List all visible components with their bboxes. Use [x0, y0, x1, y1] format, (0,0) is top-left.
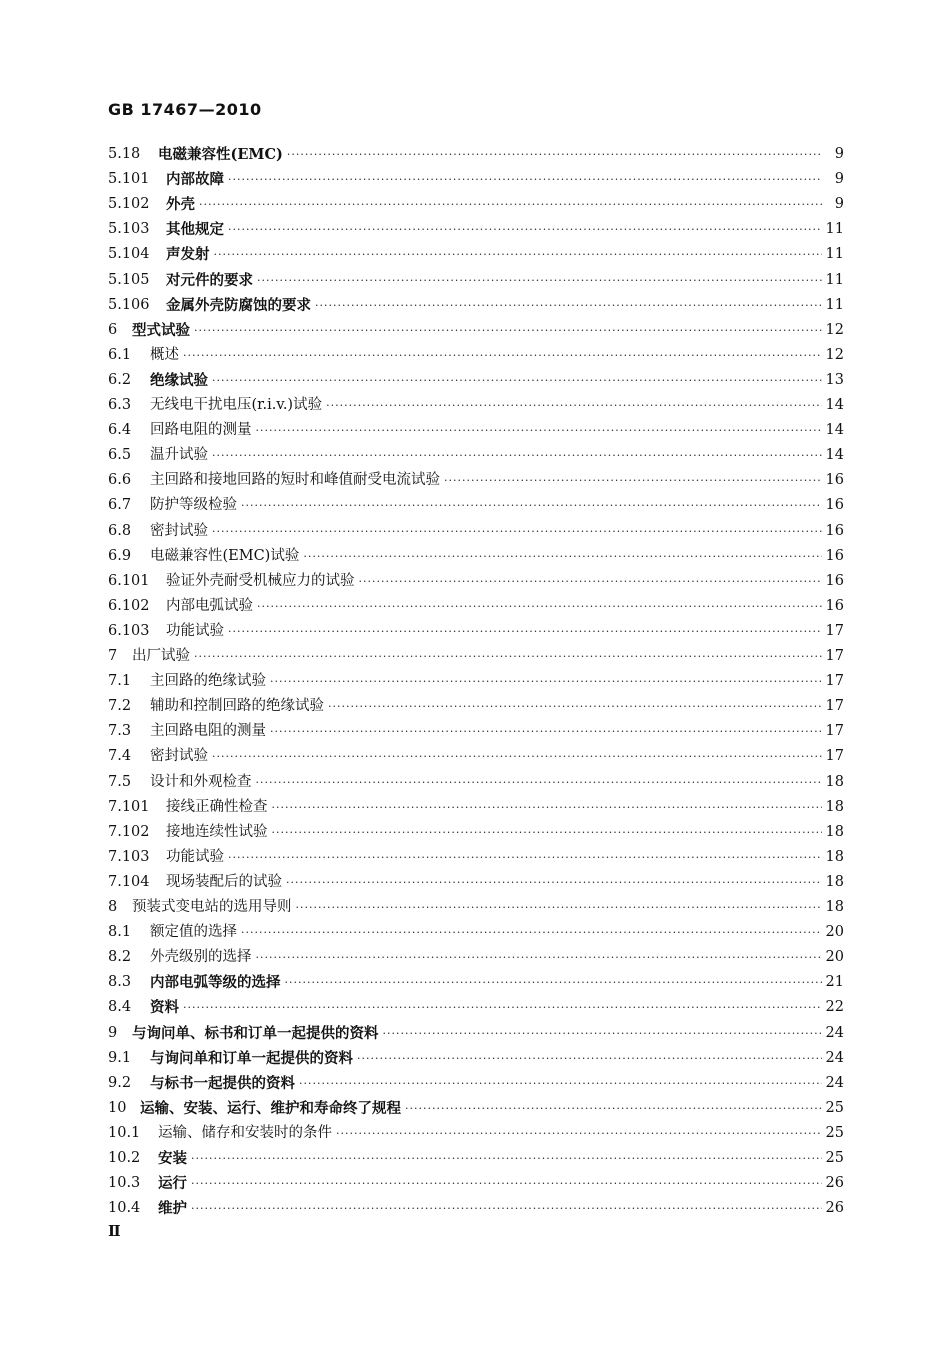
toc-entry-title: 声发射 [166, 246, 210, 264]
toc-entry-title: 运输、安装、运行、维护和寿命终了规程 [140, 1099, 401, 1117]
toc-entry-number: 8.4 [108, 999, 132, 1016]
toc-entry-title: 主回路的绝缘试验 [150, 673, 266, 690]
toc-entry-page: 17 [825, 748, 844, 765]
toc-entry[interactable] [108, 795, 844, 820]
toc-entry-title: 运输、储存和安装时的条件 [158, 1124, 332, 1141]
toc-entry[interactable] [108, 1171, 844, 1196]
toc-entry-page: 20 [825, 949, 844, 966]
toc-dot-leader [315, 293, 822, 318]
toc-entry-number: 8.1 [108, 924, 132, 941]
toc-entry[interactable] [108, 569, 844, 594]
toc-dot-leader [256, 418, 822, 443]
toc-entry-page: 18 [825, 823, 844, 840]
toc-entry-title: 其他规定 [166, 221, 224, 239]
toc-entry-page: 11 [825, 271, 844, 288]
toc-entry[interactable] [108, 468, 844, 493]
toc-entry-number: 7.1 [108, 673, 132, 690]
toc-dot-leader [383, 1021, 822, 1046]
toc-entry-page: 11 [825, 221, 844, 238]
toc-entry-page: 26 [825, 1175, 844, 1192]
toc-entry-number: 8 [108, 899, 118, 915]
toc-entry-title: 主回路电阻的测量 [150, 723, 266, 740]
toc-entry-title: 防护等级检验 [150, 497, 237, 514]
toc-entry-page: 18 [825, 773, 844, 790]
toc-dot-leader [270, 669, 822, 694]
toc-entry-title: 概述 [150, 346, 179, 363]
toc-entry-number: 5.102 [108, 196, 150, 213]
toc-entry[interactable] [108, 995, 844, 1020]
toc-entry-number: 10.1 [108, 1124, 141, 1141]
toc-entry-title: 主回路和接地回路的短时和峰值耐受电流试验 [150, 472, 440, 489]
toc-entry-page: 9 [834, 196, 844, 213]
toc-dot-leader [272, 795, 822, 820]
toc-dot-leader [256, 770, 822, 795]
toc-entry-number: 10.4 [108, 1200, 141, 1217]
toc-entry-number: 6.8 [108, 522, 132, 539]
toc-entry-number: 10.3 [108, 1175, 141, 1192]
standard-code-header: GB 17467—2010 [108, 100, 262, 119]
toc-entry-title: 回路电阻的测量 [150, 422, 252, 439]
toc-entry[interactable] [108, 318, 844, 343]
toc-dot-leader [212, 368, 822, 393]
toc-dot-leader [303, 544, 821, 569]
toc-dot-leader [256, 945, 822, 970]
toc-entry[interactable] [108, 1096, 844, 1121]
toc-entry[interactable] [108, 519, 844, 544]
toc-entry-page: 21 [825, 974, 844, 991]
toc-dot-leader [241, 493, 822, 518]
toc-entry[interactable] [108, 242, 844, 267]
toc-entry-number: 7.2 [108, 698, 132, 715]
toc-dot-leader [357, 1046, 822, 1071]
toc-entry-number: 8.3 [108, 974, 132, 991]
toc-entry-number: 6.7 [108, 497, 132, 514]
toc-entry-page: 18 [825, 798, 844, 815]
toc-entry-number: 8.2 [108, 949, 132, 966]
toc-entry-page: 25 [825, 1124, 844, 1141]
toc-dot-leader [191, 1196, 822, 1221]
toc-entry-page: 17 [825, 723, 844, 740]
toc-entry[interactable] [108, 820, 844, 845]
toc-entry-page: 9 [834, 146, 844, 162]
toc-entry-title: 电磁兼容性(EMC)试验 [150, 547, 300, 564]
toc-dot-leader [183, 995, 822, 1020]
toc-entry-title: 电磁兼容性(EMC) [158, 146, 283, 163]
toc-entry-page: 16 [825, 472, 844, 489]
toc-dot-leader [286, 870, 822, 895]
toc-entry-page: 17 [825, 698, 844, 715]
toc-entry-number: 6.2 [108, 371, 132, 388]
toc-dot-leader [272, 820, 822, 845]
toc-entry-number: 5.104 [108, 246, 150, 263]
toc-entry-page: 24 [825, 1074, 844, 1091]
toc-entry-number: 9 [108, 1024, 118, 1041]
toc-entry[interactable] [108, 343, 844, 368]
toc-entry-page: 13 [825, 371, 844, 388]
toc-entry[interactable] [108, 1071, 844, 1096]
toc-entry-number: 5.103 [108, 221, 150, 238]
toc-entry-title: 接线正确性检查 [166, 798, 268, 815]
toc-entry-number: 7.103 [108, 848, 150, 865]
toc-dot-leader [444, 468, 822, 493]
toc-entry-page: 14 [825, 447, 844, 464]
toc-dot-leader [326, 393, 821, 418]
toc-dot-leader [299, 1071, 822, 1096]
toc-entry[interactable] [108, 770, 844, 795]
toc-entry-title: 维护 [158, 1200, 187, 1218]
toc-entry-title: 温升试验 [150, 447, 208, 464]
toc-entry-number: 6.4 [108, 422, 132, 439]
toc-entry[interactable] [108, 744, 844, 769]
toc-entry-title: 接地连续性试验 [166, 823, 268, 840]
toc-entry-page: 11 [825, 296, 844, 313]
toc-entry[interactable] [108, 870, 844, 895]
toc-entry-title: 型式试验 [132, 321, 190, 339]
toc-dot-leader [296, 895, 822, 920]
toc-entry[interactable] [108, 845, 844, 870]
toc-entry-number: 6.6 [108, 472, 132, 489]
toc-entry[interactable] [108, 1196, 844, 1221]
toc-dot-leader [212, 443, 822, 468]
toc-entry[interactable] [108, 970, 844, 995]
toc-entry[interactable] [108, 669, 844, 694]
toc-entry-number: 7 [108, 648, 118, 664]
toc-entry-page: 17 [825, 648, 844, 664]
toc-entry-title: 内部故障 [166, 171, 224, 189]
toc-entry-page: 24 [825, 1024, 844, 1041]
toc-entry-page: 25 [825, 1150, 844, 1166]
toc-entry[interactable] [108, 619, 844, 644]
toc-entry[interactable] [108, 920, 844, 945]
toc-entry-page: 20 [825, 924, 844, 941]
toc-entry-page: 24 [825, 1049, 844, 1066]
toc-dot-leader [214, 242, 822, 267]
toc-entry-title: 外壳 [166, 196, 195, 214]
toc-dot-leader [199, 192, 822, 217]
toc-entry[interactable] [108, 945, 844, 970]
toc-entry[interactable] [108, 217, 844, 242]
toc-entry-title: 设计和外观检查 [150, 773, 252, 790]
toc-entry-page: 26 [825, 1200, 844, 1217]
toc-entry-title: 绝缘试验 [150, 371, 208, 389]
toc-dot-leader [359, 569, 822, 594]
toc-entry-number: 10 [108, 1099, 127, 1116]
toc-entry-number: 5.106 [108, 296, 150, 313]
toc-entry[interactable] [108, 268, 844, 293]
toc-entry-number: 7.102 [108, 823, 150, 840]
toc-entry-page: 16 [825, 522, 844, 539]
toc-entry-page: 17 [825, 673, 844, 690]
toc-entry[interactable] [108, 719, 844, 744]
toc-dot-leader [228, 167, 822, 192]
toc-dot-leader [328, 694, 822, 719]
toc-dot-leader [194, 318, 822, 343]
toc-entry[interactable] [108, 594, 844, 619]
toc-entry-title: 功能试验 [166, 848, 224, 865]
toc-entry-page: 18 [825, 899, 844, 915]
toc-dot-leader [212, 519, 822, 544]
toc-entry-page: 16 [825, 497, 844, 514]
toc-entry[interactable] [108, 142, 844, 167]
toc-dot-leader [228, 845, 822, 870]
toc-entry[interactable] [108, 895, 844, 920]
toc-entry-number: 6.5 [108, 447, 132, 464]
toc-entry-page: 12 [825, 346, 844, 363]
toc-entry-number: 10.2 [108, 1150, 141, 1166]
toc-entry-page: 18 [825, 873, 844, 890]
toc-entry-number: 6 [108, 321, 118, 338]
toc-entry-title: 资料 [150, 999, 179, 1017]
toc-entry-page: 14 [825, 397, 844, 413]
toc-entry[interactable] [108, 368, 844, 393]
toc-entry-number: 6.3 [108, 397, 132, 413]
toc-entry-number: 6.101 [108, 572, 150, 589]
toc-dot-leader [405, 1096, 822, 1121]
toc-entry-number: 7.104 [108, 873, 150, 890]
toc-entry-page: 22 [825, 999, 844, 1016]
toc-entry-number: 6.9 [108, 547, 132, 564]
toc-entry-title: 内部电弧等级的选择 [150, 974, 281, 992]
toc-entry[interactable] [108, 694, 844, 719]
toc-entry[interactable] [108, 1146, 844, 1171]
toc-entry-page: 16 [825, 547, 844, 564]
toc-dot-leader [241, 920, 822, 945]
toc-dot-leader [183, 343, 822, 368]
toc-entry-title: 出厂试验 [132, 648, 190, 664]
toc-entry[interactable] [108, 418, 844, 443]
toc-dot-leader [336, 1121, 822, 1146]
toc-entry[interactable] [108, 293, 844, 318]
toc-entry-title: 密封试验 [150, 522, 208, 539]
toc-dot-leader [257, 594, 822, 619]
toc-entry-number: 7.3 [108, 723, 132, 740]
toc-entry-number: 7.4 [108, 748, 132, 765]
toc-dot-leader [285, 970, 822, 995]
toc-entry-title: 内部电弧试验 [166, 597, 253, 614]
toc-entry-number: 9.2 [108, 1074, 132, 1091]
toc-entry-page: 17 [825, 622, 844, 639]
toc-entry-title: 外壳级别的选择 [150, 949, 252, 966]
toc-entry-page: 14 [825, 422, 844, 439]
toc-entry[interactable] [108, 192, 844, 217]
toc-dot-leader [191, 1171, 822, 1196]
toc-entry[interactable] [108, 1021, 844, 1046]
toc-entry-title: 功能试验 [166, 622, 224, 639]
toc-entry-title: 与标书一起提供的资料 [150, 1074, 295, 1092]
toc-entry[interactable] [108, 544, 844, 569]
toc-entry-page: 25 [825, 1099, 844, 1116]
toc-entry-page: 18 [825, 848, 844, 865]
toc-entry[interactable] [108, 1046, 844, 1071]
toc-entry[interactable] [108, 167, 844, 192]
toc-entry-title: 密封试验 [150, 748, 208, 765]
toc-entry-number: 5.101 [108, 171, 150, 188]
toc-dot-leader [191, 1146, 822, 1171]
toc-dot-leader [194, 644, 822, 669]
toc-entry-number: 5.105 [108, 271, 150, 288]
toc-dot-leader [270, 719, 822, 744]
toc-entry-title: 预装式变电站的选用导则 [132, 899, 292, 915]
toc-entry-page: 16 [825, 597, 844, 614]
toc-entry[interactable] [108, 644, 844, 669]
toc-entry-number: 7.101 [108, 798, 150, 815]
toc-entry-title: 金属外壳防腐蚀的要求 [166, 296, 311, 314]
toc-entry[interactable] [108, 1121, 844, 1146]
toc-entry-title: 与询问单和订单一起提供的资料 [150, 1049, 353, 1067]
toc-entry-title: 辅助和控制回路的绝缘试验 [150, 698, 324, 715]
toc-entry-number: 7.5 [108, 773, 132, 790]
toc-entry[interactable] [108, 393, 844, 418]
toc-entry-number: 6.1 [108, 346, 132, 363]
page-number-footer: Ⅱ [108, 1222, 121, 1240]
toc-entry-title: 安装 [158, 1150, 187, 1167]
toc-entry-title: 验证外壳耐受机械应力的试验 [166, 572, 355, 589]
toc-entry-title: 运行 [158, 1175, 187, 1193]
toc-dot-leader [287, 142, 822, 167]
toc-entry-title: 额定值的选择 [150, 924, 237, 941]
toc-entry[interactable] [108, 443, 844, 468]
toc-entry-number: 6.103 [108, 622, 150, 639]
toc-entry-title: 对元件的要求 [166, 271, 253, 289]
toc-entry-page: 12 [825, 321, 844, 338]
toc-entry-page: 9 [834, 171, 844, 188]
toc-entry-title: 现场装配后的试验 [166, 873, 282, 890]
toc-entry-page: 16 [825, 572, 844, 589]
toc-dot-leader [228, 217, 822, 242]
toc-dot-leader [228, 619, 822, 644]
toc-entry-number: 9.1 [108, 1049, 132, 1066]
toc-entry-title: 与询问单、标书和订单一起提供的资料 [132, 1024, 379, 1042]
toc-entry-page: 11 [825, 246, 844, 263]
toc-dot-leader [257, 268, 822, 293]
toc-entry-title: 无线电干扰电压(r.i.v.)试验 [150, 397, 323, 413]
toc-entry-number: 5.18 [108, 146, 141, 162]
toc-entry[interactable] [108, 493, 844, 518]
toc-dot-leader [212, 744, 822, 769]
toc-entry-number: 6.102 [108, 597, 150, 614]
